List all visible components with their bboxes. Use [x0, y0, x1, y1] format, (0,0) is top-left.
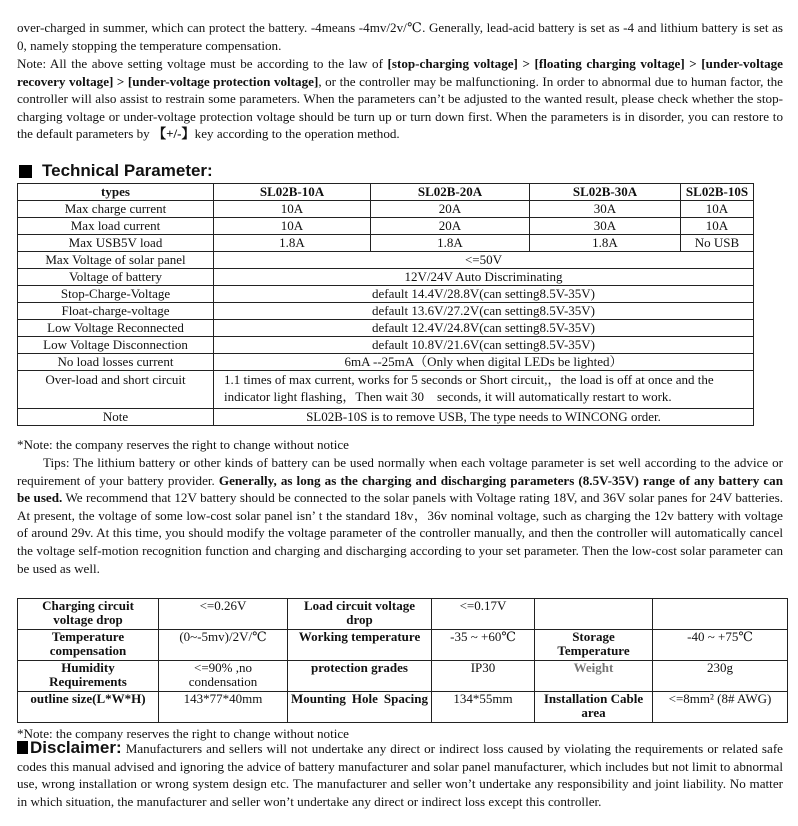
table-cell: 1.1 times of max current, works for 5 seconds or Short circuit,，the load is off at once and the indicator light flashing，Then wait 30 seconds, it will automatically restart to work. — [214, 371, 754, 409]
spec-label: Charging circuit voltage drop — [18, 599, 159, 630]
tips-text-2: We recommend that 12V battery should be connected to the solar panels with Voltage rating 18V, and 36V solar panes for 24V batteries. At present, the voltage of some low-cost solar panel isn’ t the standard 18v，36v nominal voltage, such as charging the 12v battery with voltage of around 29v. At this time, you should modify the voltage parameter of the controller manually, and then the controller will automatically cancel the voltage self-motion recognition function and charging and discharging according to your set parameter. Then the low-cost solar parameter can be used as well. — [17, 490, 783, 576]
table-cell: 30A — [530, 218, 681, 235]
table-cell: 30A — [530, 201, 681, 218]
spec-value: <=0.26V — [159, 599, 288, 630]
row-label: Note — [18, 409, 214, 426]
square-bullet-icon — [17, 741, 28, 754]
spec-label: Working temperature — [288, 630, 432, 661]
spec-value: (0~-5mv)/2V/℃ — [159, 630, 288, 661]
table-cell: No USB — [681, 235, 754, 252]
spec-value: 134*55mm — [432, 692, 535, 723]
disclaimer-title: Disclaimer: — [30, 738, 122, 757]
spec-label: Load circuit voltage drop — [288, 599, 432, 630]
table-row — [18, 354, 754, 371]
company-note-2: *Note: the company reserves the right to change without notice — [17, 726, 349, 741]
spec-value: <=90% ,no condensation — [159, 661, 288, 692]
table-cell: default 12.4V/24.8V(can setting8.5V-35V) — [214, 320, 754, 337]
table-row — [18, 692, 788, 723]
table-cell: 10A — [681, 218, 754, 235]
row-label: Max Voltage of solar panel — [18, 252, 214, 269]
column-header: SL02B-10S — [681, 184, 754, 201]
spec-label: protection grades — [288, 661, 432, 692]
column-header: types — [18, 184, 214, 201]
table-cell: 10A — [214, 218, 371, 235]
row-label: Max USB5V load — [18, 235, 214, 252]
spec-label: Storage Temperature — [535, 630, 653, 661]
spec-label: Weight — [535, 661, 653, 692]
table-cell: SL02B-10S is to remove USB, The type needs to WINCONG order. — [214, 409, 754, 426]
spec-value: IP30 — [432, 661, 535, 692]
spec-label: outline size(L*W*H) — [18, 692, 159, 723]
spec-value: -40 ~ +75℃ — [653, 630, 788, 661]
row-label: No load losses current — [18, 354, 214, 371]
row-label: Max charge current — [18, 201, 214, 218]
note-text-1: All the above setting voltage must be according to the law of — [46, 56, 388, 71]
table-row — [18, 371, 754, 409]
spec-label: Mounting Hole Spacing — [288, 692, 432, 723]
spec-label: Installation Cable area — [535, 692, 653, 723]
table-row — [18, 218, 754, 235]
table-cell: 1.8A — [530, 235, 681, 252]
table-cell: <=50V — [214, 252, 754, 269]
spec-table — [17, 598, 788, 723]
column-header: SL02B-10A — [214, 184, 371, 201]
table-row — [18, 269, 754, 286]
table-header-row — [18, 184, 754, 201]
table-row — [18, 286, 754, 303]
table-row — [18, 630, 788, 661]
spec-label: Temperature compensation — [18, 630, 159, 661]
row-label: Stop-Charge-Voltage — [18, 286, 214, 303]
table-cell: 1.8A — [214, 235, 371, 252]
tips-text-1: Tips: The lithium battery or other kinds of battery can be used normally when each voltage parameter is set well according to the advice or requirement of your battery provider. — [17, 455, 783, 488]
voltage-law: [stop-charging voltage] > [floating charging voltage] > [under-voltage recovery voltage] > [under-voltage protection voltage] — [17, 56, 783, 89]
tips-bold: Generally, as long as the charging and discharging parameters (8.5V-35V) range of any battery can be used. — [17, 472, 783, 506]
row-label: Float-charge-voltage — [18, 303, 214, 320]
section-heading-technical — [19, 161, 213, 181]
table-cell: 6mA --25mA（Only when digital LEDs be lighted） — [214, 354, 754, 371]
spec-value: <=0.17V — [432, 599, 535, 630]
row-label: Low Voltage Reconnected — [18, 320, 214, 337]
table-cell: 10A — [681, 201, 754, 218]
spec-value: 230g — [653, 661, 788, 692]
table-row — [18, 252, 754, 269]
spec-value: 143*77*40mm — [159, 692, 288, 723]
table-row — [18, 599, 788, 630]
table-row — [18, 235, 754, 252]
table-cell: 12V/24V Auto Discriminating — [214, 269, 754, 286]
spec-value: <=8mm² (8# AWG) — [653, 692, 788, 723]
table-cell: default 10.8V/21.6V(can setting8.5V-35V) — [214, 337, 754, 354]
disclaimer-text: Manufacturers and sellers will not undertake any direct or indirect loss caused by violating the requirements or related safe codes this manual advised and ignoring the advice of battery manufacturer and solar panel manufacturer, which includes but not limit to abnormal use, wrong installation or wrong system design etc. The manufacturer and seller won’t undertake any responsibility and joint liability. No matter in which situation, the manufacturer and seller won’t undertake any direct or indirect loss except this controller. — [17, 741, 783, 809]
disclaimer-paragraph — [17, 739, 783, 810]
table-cell: default 14.4V/28.8V(can setting8.5V-35V) — [214, 286, 754, 303]
row-label: Max load current — [18, 218, 214, 235]
row-label: Low Voltage Disconnection — [18, 337, 214, 354]
company-note: *Note: the company reserves the right to change without notice — [17, 437, 349, 452]
note-paragraph — [17, 55, 783, 143]
row-label: Over-load and short circuit — [18, 371, 214, 409]
technical-parameter-table — [17, 183, 754, 426]
note-text-2: , or the controller may be malfunctioning. In order to abnormal due to human factor, the controller will also assist to restrain some parameters. When the parameters can’t be adjusted to the wanted result, please check whether the stop-charging voltage or under-voltage protection voltage should be turn up or turn down first. When the parameters is in disorder, you can restore to the default parameters by — [17, 73, 783, 142]
table-cell: 20A — [371, 201, 530, 218]
table-cell: default 13.6V/27.2V(can setting8.5V-35V) — [214, 303, 754, 320]
table-row — [18, 337, 754, 354]
table-row — [18, 320, 754, 337]
note-label: Note: — [17, 56, 47, 71]
key-symbol: 【+/-】 — [152, 126, 195, 142]
table-row — [18, 409, 754, 426]
table-cell: 20A — [371, 218, 530, 235]
table-row — [18, 661, 788, 692]
note-text-3: key according to the operation method. — [194, 126, 400, 142]
spec-label — [535, 599, 653, 630]
column-header: SL02B-30A — [530, 184, 681, 201]
table-cell: 10A — [214, 201, 371, 218]
column-header: SL02B-20A — [371, 184, 530, 201]
square-bullet-icon — [19, 165, 32, 178]
table-row — [18, 201, 754, 218]
section-title: Technical Parameter: — [42, 161, 213, 180]
tips-paragraph — [17, 454, 783, 577]
spec-label: Humidity Requirements — [18, 661, 159, 692]
spec-value — [653, 599, 788, 630]
spec-value: -35 ~ +60℃ — [432, 630, 535, 661]
row-label: Voltage of battery — [18, 269, 214, 286]
intro-paragraph: over-charged in summer, which can protect the battery. -4means -4mv/2v/℃. Generally, lead-acid battery is set as -4 and lithium battery is set as 0, namely stopping the temperature compensation. — [17, 20, 783, 53]
table-cell: 1.8A — [371, 235, 530, 252]
table-row — [18, 303, 754, 320]
